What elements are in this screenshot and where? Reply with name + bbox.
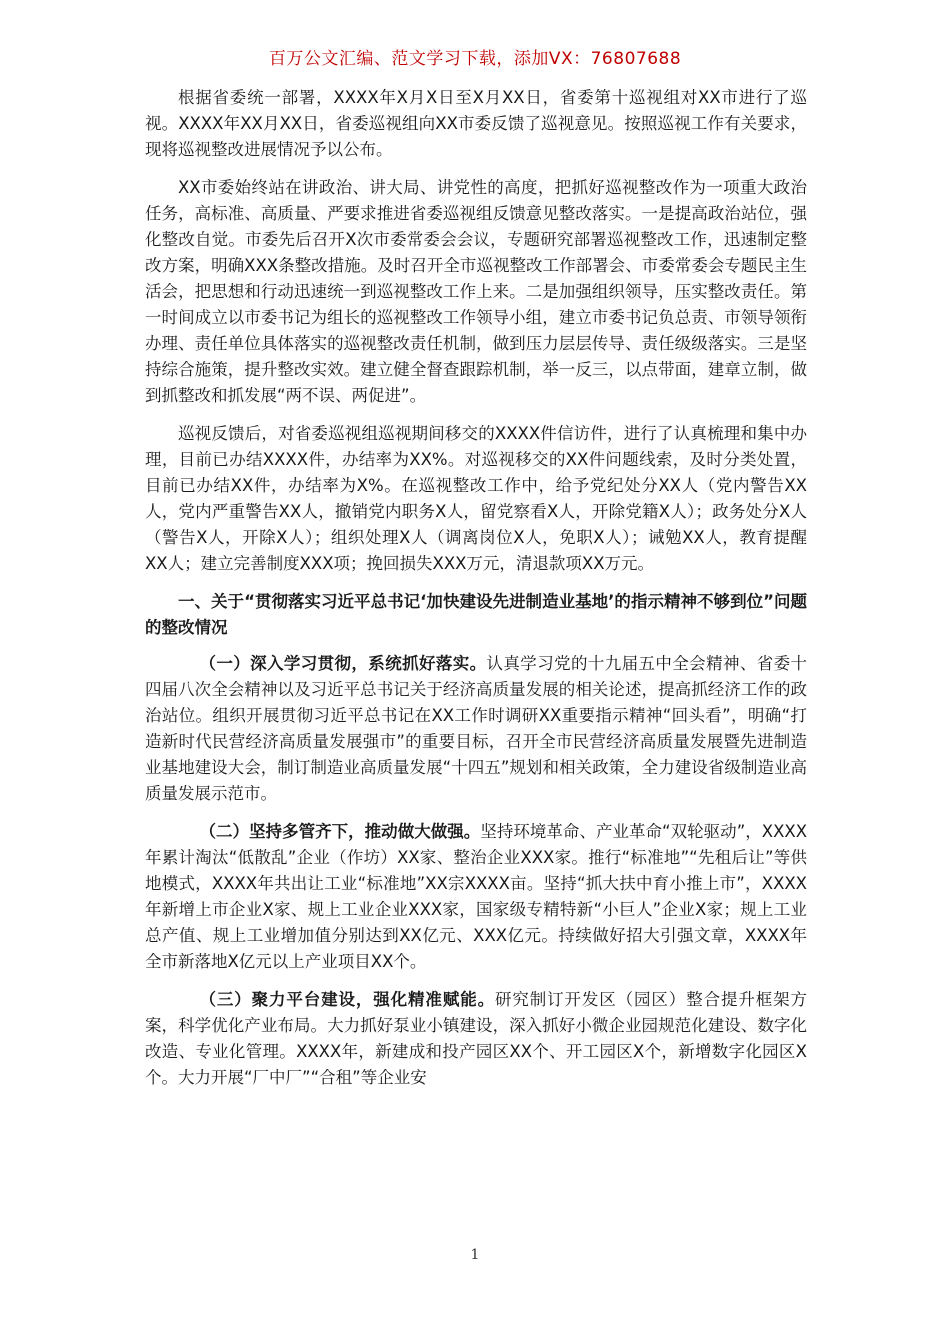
subsection-1 (145, 651, 807, 807)
subsection-3-text: 研究制订开发区（园区）整合提升框架方案，科学优化产业布局。大力抓好泵业小镇建设，深入抓好小微企业园规范化建设、数字化改造、专业化管理。XXXX年，新建成和投产园区XX个、开工园区X个，新增数字化园区X个。大力开展“厂中厂”“合租”等企业安 (145, 990, 808, 1087)
subsection-2 (145, 819, 807, 975)
section-heading: 一、关于“贯彻落实习近平总书记‘加快建设先进制造业基地’的指示精神不够到位”问题的整改情况 (145, 592, 807, 637)
subsection-3 (145, 987, 807, 1091)
document-body (145, 85, 807, 1091)
subsection-1-title: （一）深入学习贯彻，系统抓好落实。 (199, 654, 487, 673)
subsection-1-text: 认真学习党的十九届五中全会精神、省委十四届八次全会精神以及习近平总书记关于经济高质量发展的相关论述，提高抓经济工作的政治站位。组织开展贯彻习近平总书记在XX工作时调研XX重要指示精神“回头看”，明确“打造新时代民营经济高质量发展强市”的重要目标，召开全市民营经济高质量发展暨先进制造业基地建设大会，制订制造业高质量发展“十四五”规划和相关政策，全力建设省级制造业高质量发展示范市。 (145, 654, 808, 803)
subsection-3-title: （三）聚力平台建设，强化精准赋能。 (199, 990, 495, 1009)
overview-paragraph: XX市委始终站在讲政治、讲大局、讲党性的高度，把抓好巡视整改作为一项重大政治任务，高标准、高质量、严要求推进省委巡视组反馈意见整改落实。一是提高政治站位，强化整改自觉。市委先后召开X次市委常委会会议，专题研究部署巡视整改工作，迅速制定整改方案，明确XXX条整改措施。及时召开全市巡视整改工作部署会、市委常委会专题民主生活会，把思想和行动迅速统一到巡视整改工作上来。二是加强组织领导，压实整改责任。第一时间成立以市委书记为组长的巡视整改工作领导小组，建立市委书记负总责、市领导领衔办理、责任单位具体落实的巡视整改责任机制，做到压力层层传导、责任级级落实。三是坚持综合施策，提升整改实效。建立健全督查跟踪机制，举一反三，以点带面，建章立制，做到抓整改和抓发展“两不误、两促进”。 (145, 178, 807, 405)
header-banner: 百万公文汇编、范文学习下载，添加VX：76807688 (268, 49, 682, 69)
statistics-paragraph: 巡视反馈后，对省委巡视组巡视期间移交的XXXX件信访件，进行了认真梳理和集中办理，目前已办结XXXX件，办结率为XX%。对巡视移交的XX件问题线索，及时分类处置，目前已办结XX件，办结率为X%。在巡视整改工作中，给予党纪处分XX人（党内警告XX人，党内严重警告XX人，撤销党内职务X人，留党察看X人，开除党籍X人）；政务处分X人（警告X人，开除X人）；组织处理X人（调离岗位X人，免职X人）；诫勉XX人，教育提醒XX人；建立完善制度XXX项；挽回损失XXX万元，清退款项XX万元。 (145, 424, 807, 573)
page-number: 1 (470, 1247, 480, 1263)
subsection-2-text: 坚持环境革命、产业革命“双轮驱动”，XXXX年累计淘汰“低散乱”企业（作坊）XX家、整治企业XXX家。推行“标准地”“先租后让”等供地模式，XXXX年共出让工业“标准地”XX宗XXXX亩。坚持“抓大扶中育小推上市”，XXXX年新增上市企业X家、规上工业企业XXX家，国家级专精特新“小巨人”企业X家；规上工业总产值、规上工业增加值分别达到XX亿元、XXX亿元。持续做好招大引强文章，XXXX年全市新落地X亿元以上产业项目XX个。 (145, 822, 808, 971)
intro-paragraph: 根据省委统一部署，XXXX年X月X日至X月XX日，省委第十巡视组对XX市进行了巡视。XXXX年XX月XX日，省委巡视组向XX市委反馈了巡视意见。按照巡视工作有关要求，现将巡视整改进展情况予以公布。 (145, 88, 807, 159)
subsection-2-title: （二）坚持多管齐下，推动做大做强。 (199, 822, 481, 841)
